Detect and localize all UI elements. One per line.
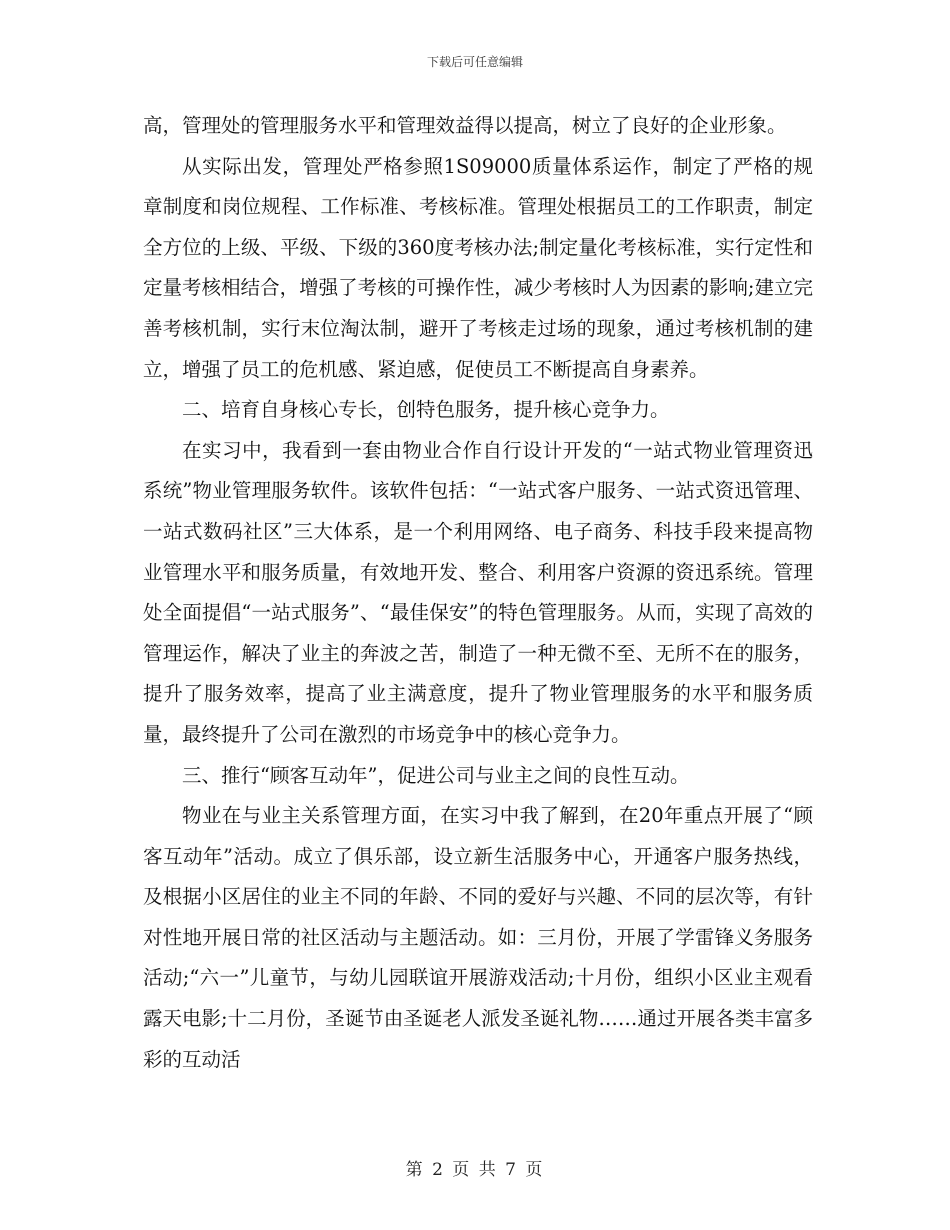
paragraph-4: 物业在与业主关系管理方面，在实习中我了解到，在20年重点开展了“顾客互动年”活动。成立了俱乐部，设立新生活服务中心，开通客户服务热线，及根据小区居住的业主不同的年龄、不同的爱好与兴趣、不同的层次等，有针对性地开展日常的社区活动与主题活动。如：三月份，开展了学雷锋义务服务活动;“六一”儿童节，与幼儿园联谊开展游戏活动;十月份，组织小区业主观看露天电影;十二月份，圣诞节由圣诞老人派发圣诞礼物……通过开展各类丰富多彩的互动活	[143, 804, 813, 1071]
document-body	[143, 106, 813, 1080]
paragraph-2: 从实际出发，管理处严格参照1S09000质量体系运作，制定了严格的规章制度和岗位规程、工作标准、考核标准。管理处根据员工的工作职责，制定全方位的上级、平级、下级的360度考核办法;制定量化考核标准，实行定性和定量考核相结合，增强了考核的可操作性，减少考核时人为因素的影响;建立完善考核机制，实行末位淘汰制，避开了考核走过场的现象，通过考核机制的建立，增强了员工的危机感、紧迫感，促使员工不断提高自身素养。	[143, 154, 813, 381]
paragraph-1: 高，管理处的管理服务水平和管理效益得以提高，树立了良好的企业形象。	[143, 114, 787, 137]
page-footer: 第 2 页 共 7 页	[405, 1160, 545, 1180]
paragraph-3: 在实习中，我看到一套由物业合作自行设计开发的“一站式物业管理资迅系统”物业管理服务软件。该软件包括：“一站式客户服务、一站式资迅管理、一站式数码社区”三大体系，是一个利用网络、电子商务、科技手段来提高物业管理水平和服务质量，有效地开发、整合、利用客户资源的资迅系统。管理处全面提倡“一站式服务”、“最佳保安”的特色管理服务。从而，实现了高效的管理运作，解决了业主的奔波之苦，制造了一种无微不至、无所不在的服务，提升了服务效率，提高了业主满意度，提升了物业管理服务的水平和服务质量，最终提升了公司在激烈的市场竞争中的核心竞争力。	[143, 438, 813, 746]
section-heading-3: 三、推行“顾客互动年”，促进公司与业主之间的良性互动。	[182, 763, 690, 787]
page-header: 下载后可任意编辑	[426, 55, 523, 69]
section-heading-2: 二、培育自身核心专长，创特色服务，提升核心竞争力。	[182, 398, 670, 422]
